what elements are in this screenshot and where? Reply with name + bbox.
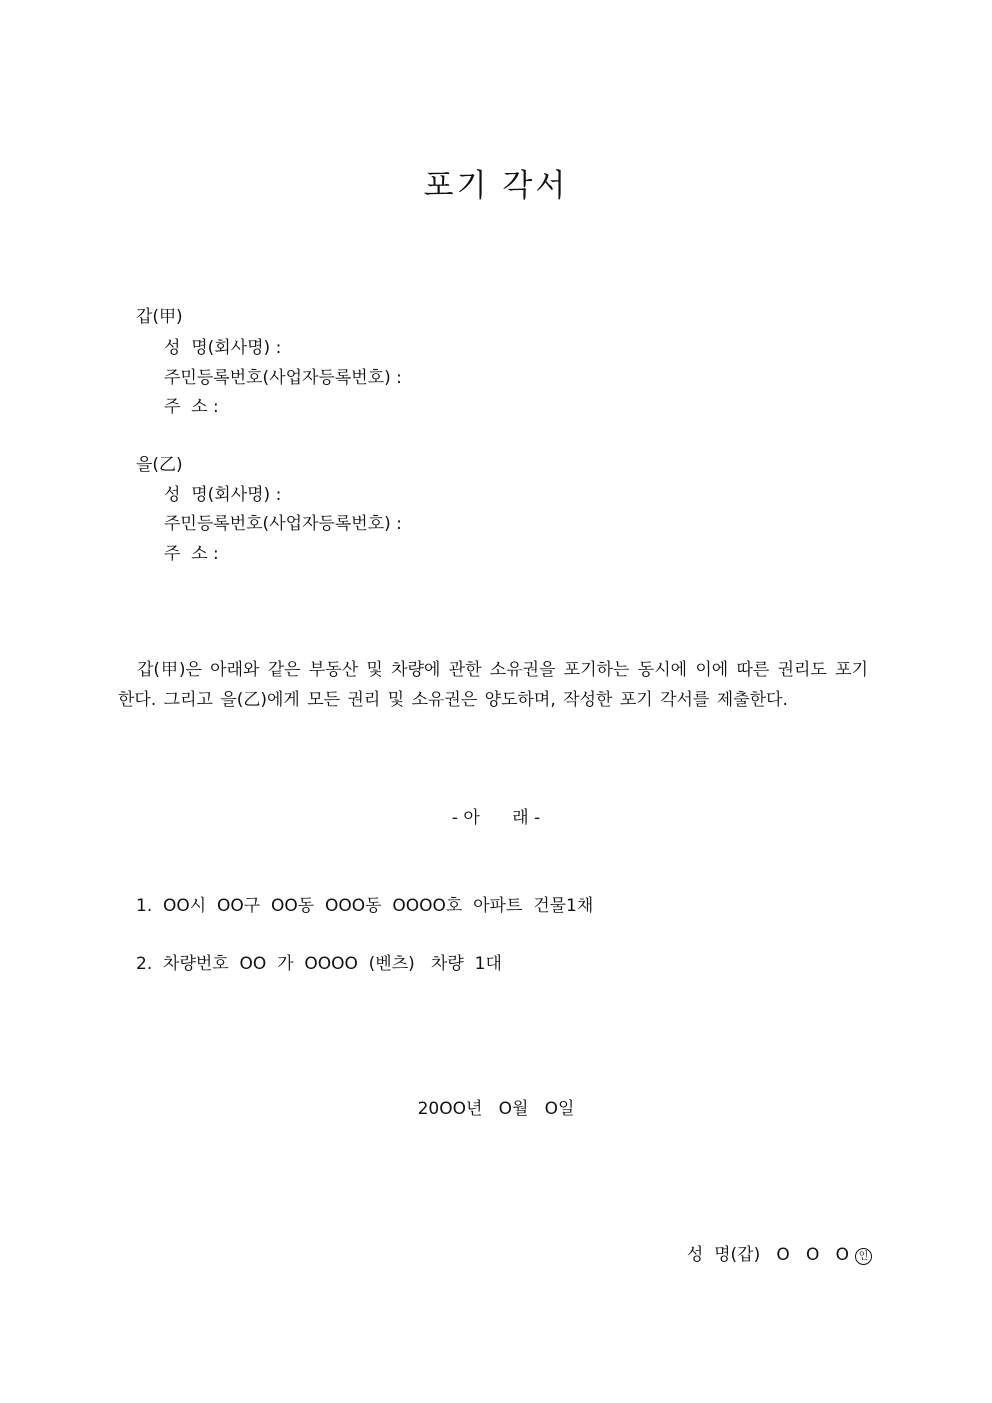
section-heading: - 아 래 - — [451, 808, 541, 828]
party-b-address-label: 주 소 : — [164, 544, 219, 564]
signature-line — [687, 1240, 872, 1265]
party-a-heading: 갑(甲) — [136, 307, 183, 327]
document-date: 20OO년 O월 O일 — [417, 1099, 575, 1119]
document-title: 포기 각서 — [423, 168, 569, 204]
list-item: 2. 차량번호 OO 가 OOOO (벤츠) 차량 1대 — [136, 954, 502, 974]
party-a-address-label: 주 소 : — [164, 397, 219, 417]
body-paragraph: 갑(甲)은 아래와 같은 부동산 및 차량에 관한 소유권을 포기하는 동시에 이에 따른 권리도 포기한다. 그리고 을(乙)에게 모든 권리 및 소유권은 양도하며, 작성한 포기 각서를 제출한다. — [118, 660, 868, 710]
party-a-id-label: 주민등록번호(사업자등록번호) : — [164, 368, 402, 388]
list-item: 1. OO시 OO구 OO동 OOO동 OOOO호 아파트 건물1채 — [136, 896, 594, 916]
signature-label: 성 명(갑) O O O — [686, 1245, 849, 1265]
seal-icon: 인 — [855, 1248, 872, 1265]
party-b-id-label: 주민등록번호(사업자등록번호) : — [164, 514, 402, 534]
party-a-name-label: 성 명(회사명) : — [164, 338, 282, 358]
party-b-name-label: 성 명(회사명) : — [164, 485, 282, 505]
party-b-heading: 을(乙) — [136, 455, 183, 475]
